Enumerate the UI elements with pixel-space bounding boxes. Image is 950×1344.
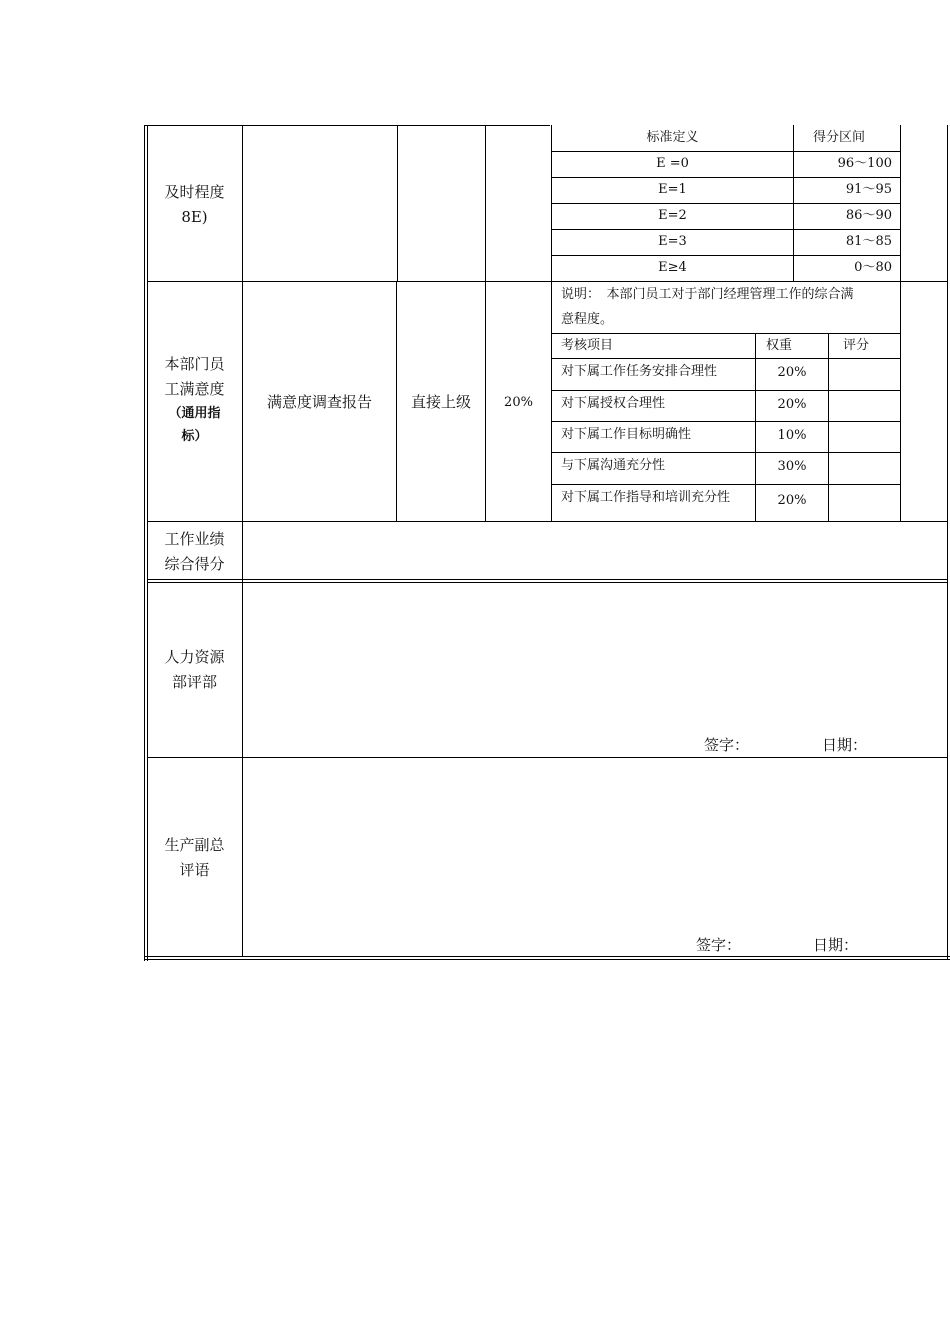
outer-bottom-border-inner <box>144 959 950 960</box>
satisfaction-item-3-weight: 30% <box>777 459 807 474</box>
satisfaction-header-score: 评分 <box>843 338 870 353</box>
hr-date-label: 日期： <box>822 736 868 754</box>
satisfaction-line-6 <box>551 484 900 485</box>
timeliness-score-1: 91～95 <box>845 182 892 197</box>
timeliness-label-line1: 及时程度 <box>164 183 225 201</box>
row-sep-3a <box>147 579 947 580</box>
satisfaction-label-line1: 本部门员 <box>164 355 225 373</box>
performance-label-line2: 综合得分 <box>164 555 225 573</box>
production-comment-area[interactable] <box>243 758 947 930</box>
timeliness-line-2 <box>551 177 900 178</box>
hr-label <box>147 645 242 695</box>
satisfaction-note-line1: 说明： 本部门员工对于部门经理管理工作的综合满 <box>561 287 854 302</box>
timeliness-def-2: E=2 <box>658 208 687 223</box>
hr-sign-label: 签字： <box>704 736 750 754</box>
satisfaction-item-4-name: 对下属工作指导和培训充分性 <box>561 490 731 505</box>
timeliness-def-3: E=3 <box>658 234 687 249</box>
satisfaction-header-weight: 权重 <box>766 338 793 353</box>
hr-label-line1: 人力资源 <box>164 648 225 666</box>
satisfaction-item-2-name: 对下属工作目标明确性 <box>561 427 692 442</box>
timeliness-label-line2: 8E) <box>181 208 208 226</box>
timeliness-header-score: 得分区间 <box>812 130 865 145</box>
satisfaction-item-1-name: 对下属授权合理性 <box>561 396 666 411</box>
timeliness-def-1: E=1 <box>658 182 687 197</box>
timeliness-label <box>147 180 242 230</box>
timeliness-line-4 <box>551 229 900 230</box>
performance-label <box>147 527 242 577</box>
outer-left-border <box>144 125 145 961</box>
timeliness-line-1 <box>551 151 900 152</box>
production-label-line1: 生产副总 <box>164 836 225 854</box>
row-sep-2 <box>147 521 947 522</box>
satisfaction-header-item: 考核项目 <box>561 338 614 353</box>
outer-right-border <box>947 125 948 960</box>
top-border <box>144 125 550 126</box>
satisfaction-source: 满意度调查报告 <box>266 393 372 411</box>
satisfaction-item-0-weight: 20% <box>777 365 807 380</box>
hr-comment-area[interactable] <box>243 583 947 733</box>
satisfaction-line-4 <box>551 421 900 422</box>
satisfaction-assessor: 直接上级 <box>410 393 471 411</box>
satisfaction-line-2 <box>551 358 900 359</box>
timeliness-score-0: 96～100 <box>837 156 892 171</box>
production-label-line2: 评语 <box>179 861 210 879</box>
satisfaction-item-1-weight: 20% <box>777 397 807 412</box>
timeliness-def-4: E≥4 <box>658 260 687 275</box>
timeliness-score-4: 0～80 <box>854 260 892 275</box>
production-label <box>147 833 242 883</box>
satisfaction-item-4-weight: 20% <box>777 493 807 508</box>
satisfaction-line-5 <box>551 452 900 453</box>
col-sep-right <box>900 125 901 521</box>
col-sep-source-1 <box>397 125 398 281</box>
satisfaction-line-3 <box>551 390 900 391</box>
satisfaction-col-line-2 <box>828 333 829 521</box>
production-sign-label: 签字： <box>696 936 742 954</box>
satisfaction-label-bold2: 标） <box>181 429 208 444</box>
production-date-label: 日期： <box>813 936 859 954</box>
timeliness-score-3: 81～85 <box>845 234 892 249</box>
timeliness-header-definition: 标准定义 <box>646 130 699 145</box>
row-sep-1 <box>147 281 947 282</box>
satisfaction-line-1 <box>551 333 900 334</box>
performance-label-line1: 工作业绩 <box>164 530 225 548</box>
hr-label-line2: 部评部 <box>171 673 217 691</box>
satisfaction-item-2-weight: 10% <box>777 428 807 443</box>
timeliness-score-2: 86～90 <box>845 208 892 223</box>
satisfaction-item-3-name: 与下属沟通充分性 <box>561 458 666 473</box>
satisfaction-weight: 20% <box>504 395 533 410</box>
col-sep-assessor <box>485 125 486 521</box>
timeliness-def-0: E =0 <box>656 156 689 171</box>
satisfaction-note-line2: 意程度。 <box>561 312 614 327</box>
satisfaction-label-bold1: （通用指 <box>168 406 221 421</box>
satisfaction-item-0-name: 对下属工作任务安排合理性 <box>561 364 718 379</box>
timeliness-line-5 <box>551 255 900 256</box>
satisfaction-label-line2: 工满意度 <box>164 380 225 398</box>
timeliness-line-3 <box>551 203 900 204</box>
performance-value[interactable] <box>243 538 947 563</box>
satisfaction-label <box>147 352 242 448</box>
